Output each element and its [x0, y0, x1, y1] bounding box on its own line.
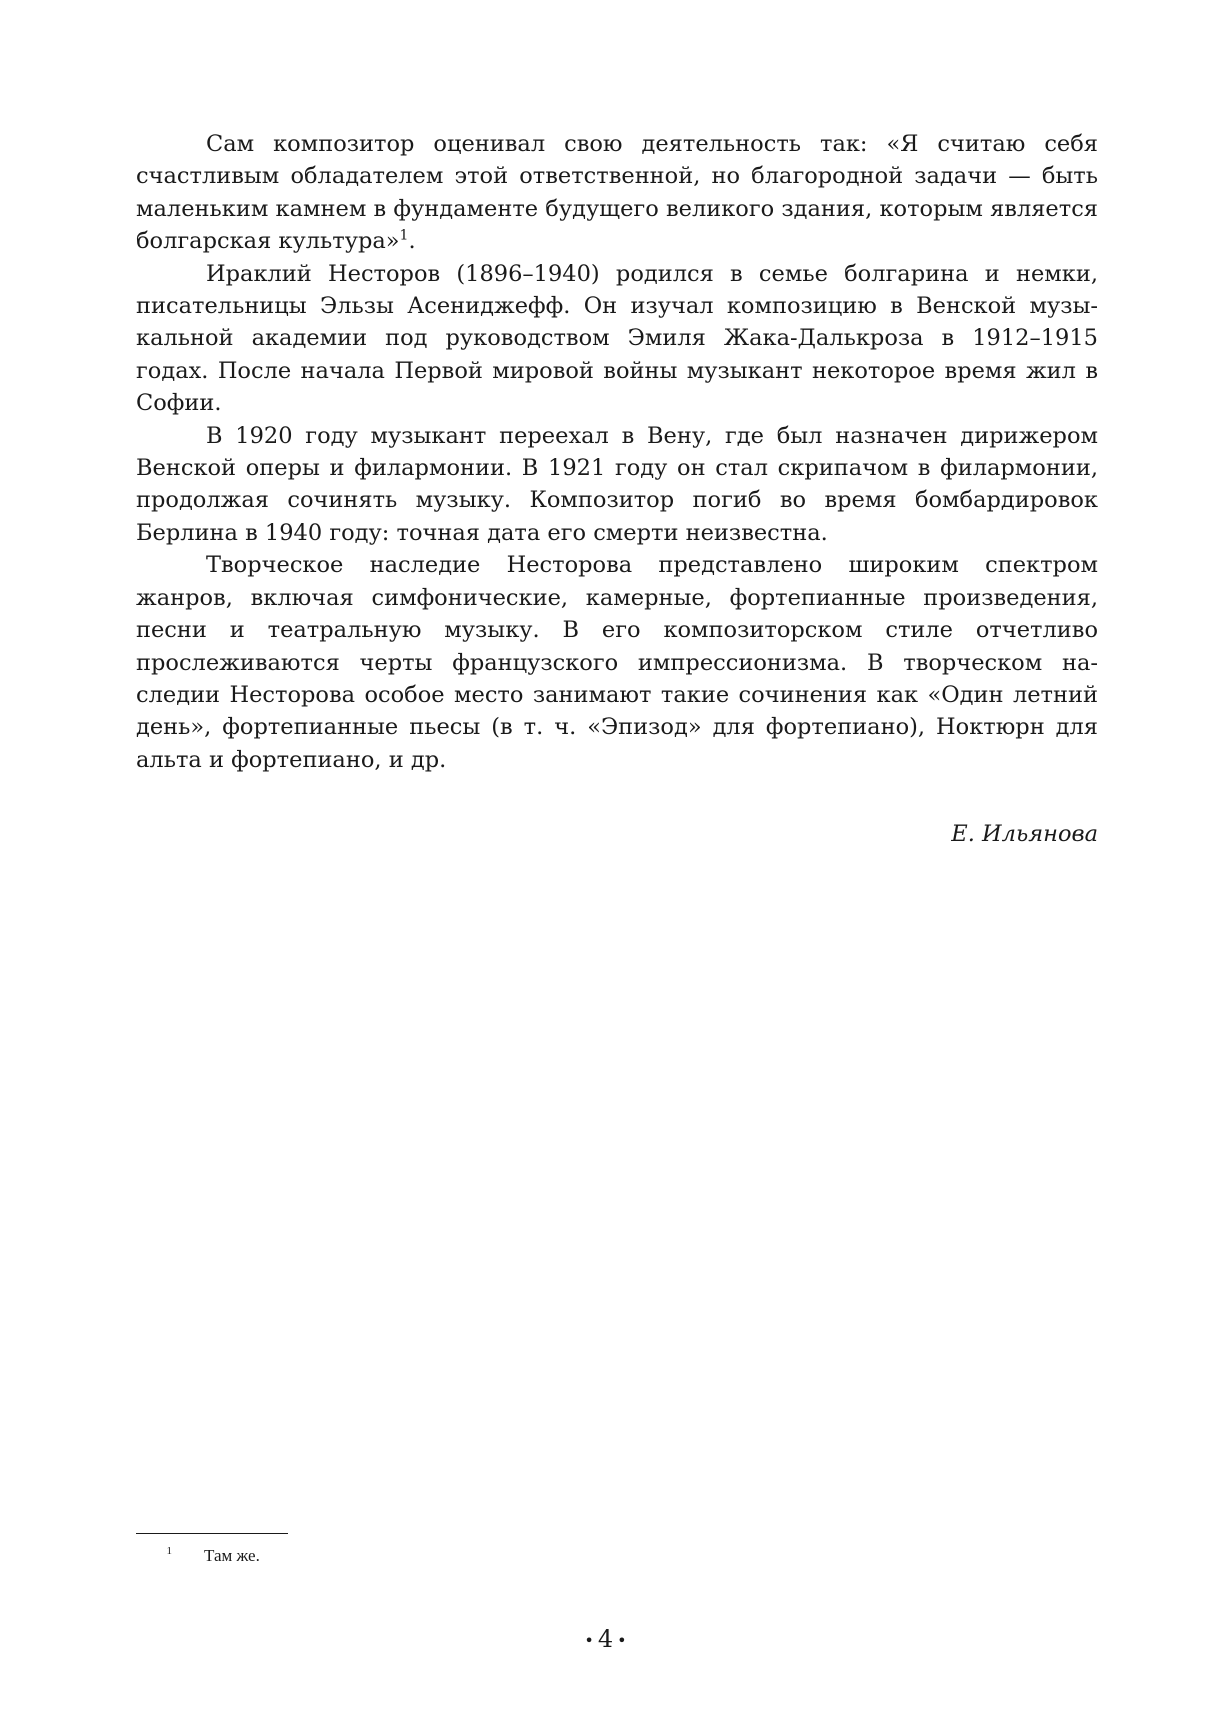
footnote-reference: 1: [399, 227, 409, 244]
paragraph-1-end: .: [408, 228, 416, 255]
main-text: [136, 128, 1098, 776]
footnote-divider: [136, 1533, 288, 1534]
paragraph-4: Творческое наследие Несторова представлено широким спектром жанров, включая симфонические, камерные, фортепианные произведения, песни и театральную музыку. В его композиторском стиле отчетливо прослеживаются черты французского импрессионизма. В творческом наследии Несторова особое место занимают такие сочинения как «Один летний день», фортепианные пьесы (в т. ч. «Эпизод» для фортепиано), Ноктюрн для альта и фортепиано, и др.: [136, 552, 1098, 773]
paragraph-1: [136, 128, 1098, 258]
page-number-right-dot: •: [617, 1630, 627, 1650]
paragraph-2: Ираклий Несторов (1896–1940) родился в семье болгарина и немки, писательницы Эльзы Асениджефф. Он изучал композицию в Венской музыкальной академии под руководством Эмиля Жака-Далькроза в 1912–1915 годах. После начала Первой мировой войны музыкант некоторое время жил в Софии.: [136, 260, 1098, 417]
paragraph-1-text: Сам композитор оценивал свою деятельность так: «Я считаю себя счастливым обладателем этой ответственной, но благородной задачи — быть маленьким камнем в фундаменте будущего великого здания, которым является болгарская культура»: [136, 131, 1098, 255]
page-number: [0, 1623, 1211, 1657]
author-signature: Е. Ильянова: [951, 821, 1098, 847]
footnote-text: Там же.: [204, 1546, 260, 1565]
page-number-left-dot: •: [584, 1630, 594, 1650]
paragraph-3: В 1920 году музыкант переехал в Вену, где был назначен дирижером Венской оперы и филармонии. В 1921 году он стал скрипачом в филармонии, продолжая сочинять музыку. Композитор погиб во время бомбардировок Берлина в 1940 году: точная дата его смерти неизвестна.: [136, 422, 1098, 546]
footnote: 1 Там же.: [166, 1545, 260, 1565]
page-number-value: 4: [597, 1625, 614, 1653]
